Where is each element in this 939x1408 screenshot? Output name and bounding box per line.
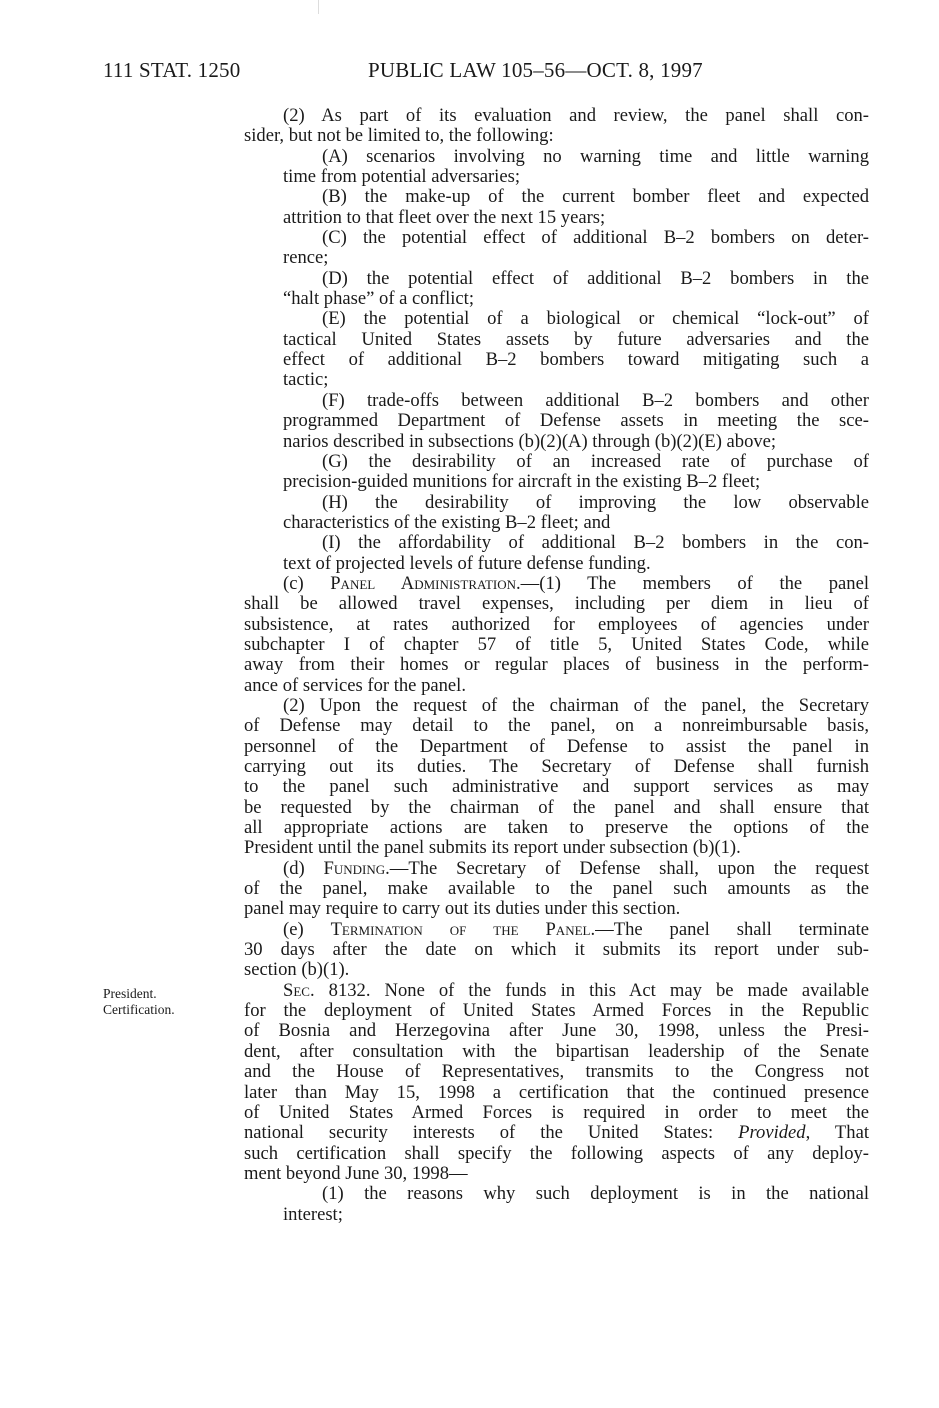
text-line: of Defense may detail to the panel, on a nonreimbursable basis, (244, 715, 869, 737)
text-line: shall be allowed travel expenses, including per diem in lieu of (244, 593, 869, 615)
text-segment: . 8132. None of the funds in this Act may be made available (309, 979, 869, 1001)
paragraph (244, 859, 869, 920)
text-line: characteristics of the existing B–2 fleet; and (283, 511, 611, 533)
text-segment: (d) (283, 857, 324, 879)
text-line (244, 920, 869, 940)
text-line: (A) scenarios involving no warning time and little warning (322, 145, 869, 167)
text-line: time from potential adversaries; (283, 166, 520, 188)
text-segment: .—The Secretary of Defense shall, upon the request (385, 857, 869, 879)
text-segment: national security interests of the United States: (244, 1122, 739, 1144)
text-line: (2) As part of its evaluation and review, the panel shall con- (283, 105, 869, 126)
text-line: (I) the affordability of additional B–2 bombers in the con- (322, 532, 869, 554)
list-item (244, 187, 869, 228)
list-item (244, 269, 869, 310)
text-line: to the panel such administrative and support services as may (244, 776, 869, 798)
text-segment: (c) (283, 572, 331, 594)
paragraph (244, 696, 869, 859)
text-line: away from their homes or regular places of business in the perform- (244, 654, 869, 676)
text-line: (B) the make-up of the current bomber fleet and expected (322, 186, 869, 208)
text-line (244, 1123, 869, 1143)
list-item (244, 147, 869, 188)
margin-note: Certification. (103, 1002, 175, 1017)
text-line: subchapter I of chapter 57 of title 5, United States Code, while (244, 633, 869, 655)
text-line: ment beyond June 30, 1998— (244, 1162, 468, 1184)
text-line: ance of services for the panel. (244, 674, 466, 696)
small-caps-heading: Sec (283, 979, 310, 1001)
text-line: tactic; (283, 369, 329, 391)
list-item (244, 228, 869, 269)
text-line: (E) the potential of a biological or chemical “lock-out” of (322, 308, 869, 330)
running-header-title: PUBLIC LAW 105–56—OCT. 8, 1997 (368, 58, 703, 82)
text-line: attrition to that fleet over the next 15 years; (283, 206, 606, 228)
text-line: panel may require to carry out its duties under this section. (244, 898, 681, 920)
text-line (244, 981, 869, 1001)
text-line: all appropriate actions are taken to preserve the options of the (244, 817, 869, 839)
text-line: such certification shall specify the following aspects of any deploy- (244, 1142, 869, 1164)
text-line: and the House of Representatives, transmits to the Congress not (244, 1061, 869, 1083)
list-item (244, 533, 869, 574)
text-line (244, 859, 869, 879)
text-line: rence; (283, 247, 329, 269)
text-segment: (e) (283, 918, 331, 940)
text-line: section (b)(1). (244, 959, 350, 981)
italic-text: Provided (738, 1122, 806, 1144)
text-line: subsistence, at rates authorized for employees of agencies under (244, 613, 869, 635)
text-line: President until the panel submits its report under subsection (b)(1). (244, 837, 741, 859)
margin-note: President. (103, 986, 157, 1001)
list-item (244, 309, 869, 390)
document-body (244, 106, 869, 1225)
paragraph (244, 574, 869, 696)
text-line: narios described in subsections (b)(2)(A) through (b)(2)(E) above; (283, 430, 777, 452)
text-line: (F) trade-offs between additional B–2 bombers and other (322, 389, 869, 411)
small-caps-heading: Termination of the Panel (330, 918, 591, 940)
page-crease (318, 0, 319, 14)
text-line: of Bosnia and Herzegovina after June 30, 1998, unless the Presi- (244, 1020, 869, 1042)
text-line: dent, after consultation with the bipartisan leadership of the Senate (244, 1040, 869, 1062)
text-line: tactical United States assets by future adversaries and the (283, 328, 869, 350)
text-line (244, 574, 869, 594)
text-line: (D) the potential effect of additional B–2 bombers in the (322, 267, 869, 289)
text-line: precision-guided munitions for aircraft in the existing B–2 fleet; (283, 471, 761, 493)
text-line: effect of additional B–2 bombers toward mitigating such a (283, 349, 869, 371)
text-line: (H) the desirability of improving the low observable (322, 491, 869, 513)
text-line: “halt phase” of a conflict; (283, 288, 475, 310)
text-line: for the deployment of United States Armed Forces in the Republic (244, 1000, 869, 1022)
small-caps-heading: Panel Administration (330, 572, 517, 594)
text-segment: .—(1) The members of the panel (516, 572, 869, 594)
small-caps-heading: Funding (323, 857, 386, 879)
text-line: sider, but not be limited to, the following: (244, 125, 554, 147)
text-line: (G) the desirability of an increased rate of purchase of (322, 450, 869, 472)
margin-notes (103, 986, 175, 1018)
list-item (244, 452, 869, 493)
text-segment: .—The panel shall terminate (590, 918, 869, 940)
text-line: carrying out its duties. The Secretary of Defense shall furnish (244, 756, 869, 777)
text-line: personnel of the Department of Defense to assist the panel in (244, 735, 869, 757)
text-line: be requested by the chairman of the panel and shall ensure that (244, 796, 869, 818)
list-item (244, 493, 869, 534)
paragraph (244, 920, 869, 981)
statute-page-number: 111 STAT. 1250 (103, 58, 241, 82)
text-line: text of projected levels of future defense funding. (283, 552, 651, 574)
paragraph (244, 106, 869, 147)
text-line: 30 days after the date on which it submits its report under sub- (244, 939, 869, 961)
list-item (244, 1184, 869, 1225)
list-item (244, 391, 869, 452)
text-line: interest; (283, 1203, 343, 1225)
text-line: programmed Department of Defense assets in meeting the sce- (283, 410, 869, 432)
text-segment: , That (805, 1122, 869, 1144)
text-line: (C) the potential effect of additional B–2 bombers on deter- (322, 227, 869, 249)
paragraph (244, 981, 869, 1184)
text-line: (2) Upon the request of the chairman of the panel, the Secretary (283, 694, 869, 716)
text-line: of United States Armed Forces is required in order to meet the (244, 1101, 869, 1123)
text-line: later than May 15, 1998 a certification that the continued presence (244, 1081, 869, 1103)
text-line: (1) the reasons why such deployment is in the national (322, 1183, 869, 1205)
text-line: of the panel, make available to the panel such amounts as the (244, 878, 869, 900)
